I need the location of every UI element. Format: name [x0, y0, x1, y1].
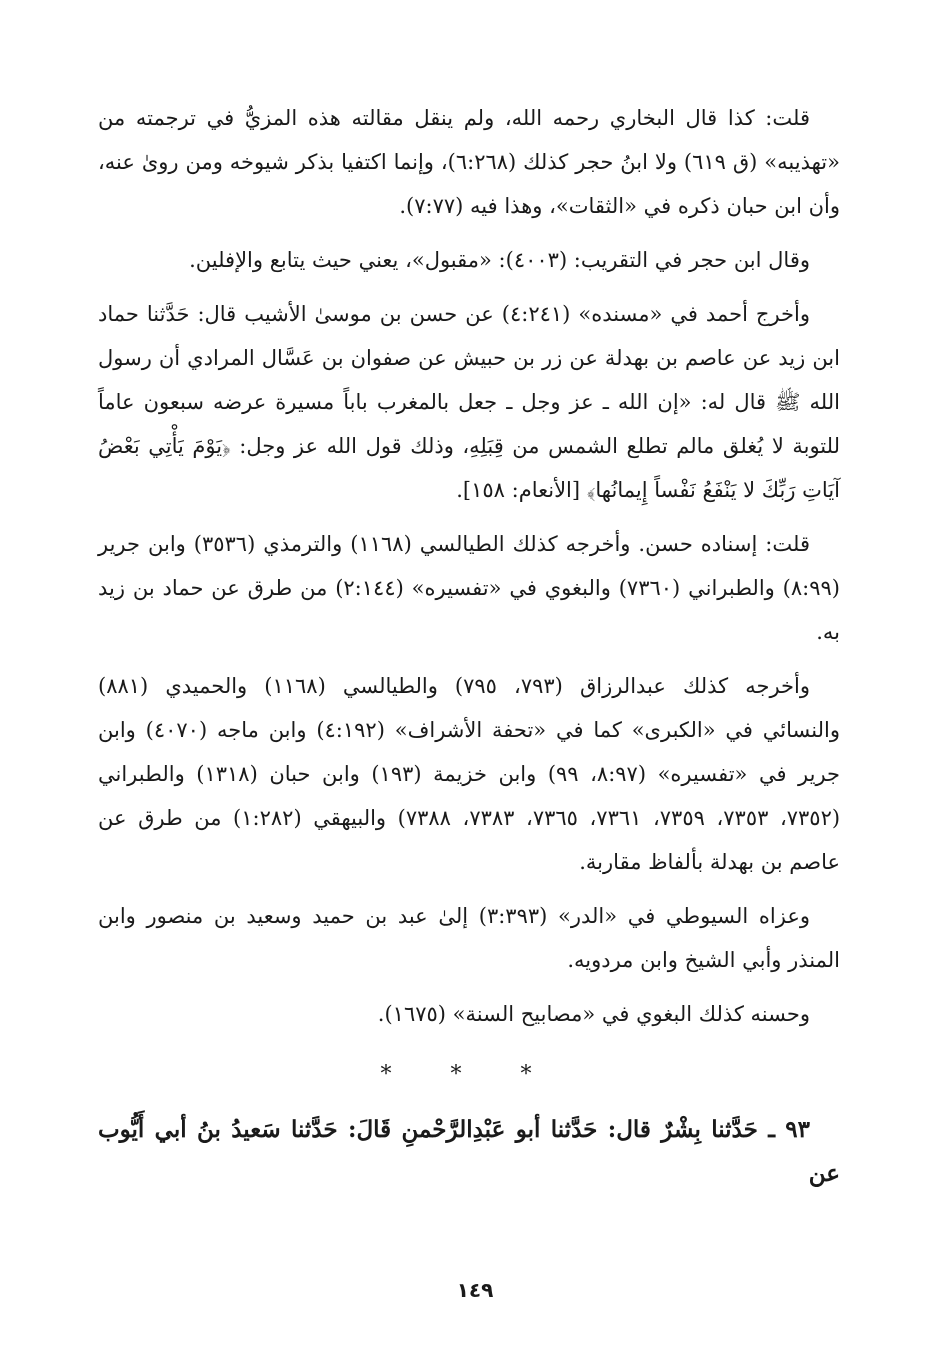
paragraph-ahmad-hadith: وأخرج أحمد في «مسنده» (٤:٢٤١) عن حسن بن موسىٰ الأشيب قال: حَدَّثنا حماد ابن زيد عن عاصم بن بهدلة عن زر بن حبيش عن صفوان بن عَسَّال المرادي أن رسول الله ﷺ قال له: «إن الله ـ عز وجل ـ جعل بالمغرب باباً مسيرة عرضه سبعون عاماً للتوبة لا يُغلق مالم تطلع الشمس من قِبَلِهِ، وذلك قول الله عز وجل: ﴿يَوْمَ يَأْتِي بَعْضُ آيَاتِ رَبِّكَ لا يَنْفَعُ نَفْساً إِيمانُها﴾ [الأنعام: ١٥٨]. — [98, 302, 840, 502]
paragraph-other-sources: وأخرجه كذلك عبدالرزاق (٧٩٣، ٧٩٥) والطيالسي (١١٦٨) والحميدي (٨٨١) والنسائي في «الكبرى» كما في «تحفة الأشراف» (٤:١٩٢) وابن ماجه (٤٠٧٠) وابن جرير في «تفسيره» (٨:٩٧، ٩٩) وابن خزيمة (١٩٣) وابن حبان (١٣١٨) والطبراني (٧٣٥٢، ٧٣٥٣، ٧٣٥٩، ٧٣٦١، ٧٣٦٥، ٧٣٨٣، ٧٣٨٨) والبيهقي (١:٢٨٢) من طرق عن عاصم بن بهدلة بألفاظ مقاربة. — [98, 674, 841, 874]
paragraph-tahdhib-note: قلت: كذا قال البخاري رحمه الله، ولم ينقل مقالته هذه المزيُّ في ترجمته من «تهذيبه» (ق ٦١٩) ولا ابنُ حجر كذلك (٦:٢٦٨)، وإنما اكتفيا بذكر شيوخه ومن روىٰ عنه، وأن ابن حبان ذكره في «الثقات»، وهذا فيه (٧:٧٧). — [98, 106, 840, 218]
paragraph-taqrib: وقال ابن حجر في التقريب: (٤٠٠٣): «مقبول»، يعني حيث يتابع والإفلين. — [189, 248, 810, 272]
hadith-heading-93: ٩٣ ـ حَدَّثنا بِشْرٌ قال: حَدَّثنا أبو عَبْدِالرَّحْمنِ قَالَ: حَدَّثنا سَعيدُ بنُ أبي أَيُّوب عن — [98, 1116, 840, 1187]
paragraph-baghawi: وحسنه كذلك البغوي في «مصابيح السنة» (١٦٧٥). — [377, 1002, 810, 1026]
section-separator: * * * — [380, 1062, 558, 1087]
page-body — [98, 96, 840, 1219]
paragraph-suyuti: وعزاه السيوطي في «الدر» (٣:٣٩٣) إلىٰ عبد بن حميد وسعيد بن منصور وابن المنذر وأبي الشيخ وابن مردويه. — [98, 904, 840, 972]
paragraph-isnad-hasan: قلت: إسناده حسن. وأخرجه كذلك الطيالسي (١١٦٨) والترمذي (٣٥٣٦) وابن جرير (٨:٩٩) والطبراني (٧٣٦٠) والبغوي في «تفسيره» (٢:١٤٤) من طرق عن حماد بن زيد به. — [98, 532, 840, 644]
page-number: ١٤٩ — [456, 1278, 494, 1302]
